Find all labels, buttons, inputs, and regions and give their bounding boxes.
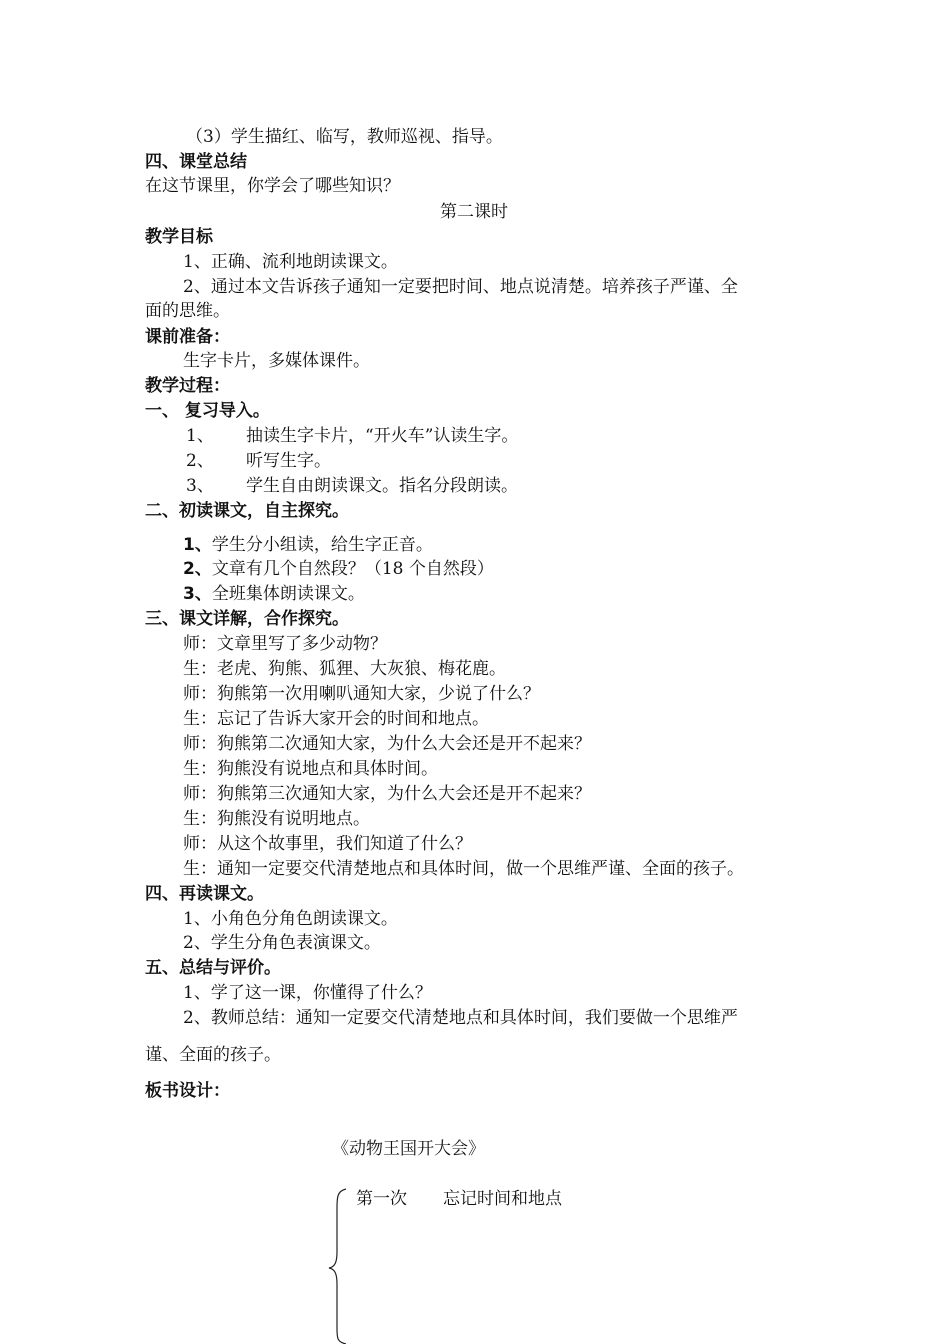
part1-item-3-text: 学生自由朗读课文。指名分段朗读。: [246, 476, 518, 496]
dialog-line-7: 师：狗熊第三次通知大家，为什么大会还是开不起来？: [183, 784, 591, 804]
part5-heading: 五、总结与评价。: [145, 958, 281, 978]
part2-item-1: [183, 534, 433, 556]
part1-item-2: [186, 450, 331, 472]
part5-item-2-line1: 2、教师总结：通知一定要交代清楚地点和具体时间，我们要做一个思维严: [183, 1008, 738, 1028]
section4-question: 在这节课里，你学会了哪些知识？: [145, 176, 400, 196]
part1-item-1-num: 1、: [186, 426, 214, 446]
part2-item-3-text: 全班集体朗读课文。: [211, 584, 365, 604]
part1-item-1-text: 抽读生字卡片，“开火车”认读生字。: [246, 426, 519, 446]
goals-heading: 教学目标: [145, 227, 213, 247]
part2-item-2-num: 2、: [183, 559, 212, 579]
part5-item-2-line2: 谨、全面的孩子。: [145, 1045, 281, 1065]
part4-item-2: 2、学生分角色表演课文。: [183, 933, 381, 953]
part1-item-1: [186, 425, 518, 447]
part2-item-2: [183, 558, 494, 580]
part4-heading: 四、再读课文。: [145, 884, 264, 904]
lesson1-step3: （3）学生描红、临写，教师巡视、指导。: [186, 127, 503, 147]
dialog-line-1: 师：文章里写了多少动物？: [183, 634, 387, 654]
part1-item-3-num: 3、: [186, 476, 214, 496]
part2-item-3: [183, 583, 365, 605]
prep-text: 生字卡片，多媒体课件。: [183, 351, 370, 371]
dialog-line-3: 师：狗熊第一次用喇叭通知大家，少说了什么？: [183, 684, 540, 704]
goal-item-1: 1、正确、流利地朗读课文。: [183, 252, 398, 272]
part2-heading: 二、初读课文，自主探究。: [145, 501, 349, 521]
process-heading: 教学过程：: [145, 376, 230, 396]
part2-item-3-num: 3、: [183, 584, 212, 604]
part2-item-1-text: 学生分小组读，给生字正音。: [211, 535, 433, 555]
board-title: 《动物王国开大会》: [332, 1139, 485, 1159]
goal-item-2-line2: 面的思维。: [145, 301, 230, 321]
dialog-line-5: 师：狗熊第二次通知大家，为什么大会还是开不起来？: [183, 734, 591, 754]
dialog-line-6: 生：狗熊没有说地点和具体时间。: [183, 759, 438, 779]
part5-item-1: 1、学了这一课，你懂得了什么？: [183, 983, 432, 1003]
part4-item-1: 1、小角色分角色朗读课文。: [183, 909, 398, 929]
left-brace-icon: [326, 1188, 350, 1344]
lesson2-title: 第二课时: [440, 202, 508, 222]
board-heading: 板书设计：: [145, 1081, 230, 1101]
part1-item-3: [186, 475, 518, 497]
prep-heading: 课前准备：: [145, 327, 230, 347]
part1-heading: 一、 复习导入。: [145, 401, 270, 421]
part2-item-1-num: 1、: [183, 535, 212, 555]
part3-heading: 三、课文详解，合作探究。: [145, 609, 349, 629]
board-row-1-label: 第一次: [356, 1189, 407, 1209]
dialog-line-9: 师：从这个故事里，我们知道了什么？: [183, 834, 472, 854]
dialog-line-10: 生：通知一定要交代清楚地点和具体时间，做一个思维严谨、全面的孩子。: [183, 859, 744, 879]
part1-item-2-text: 听写生字。: [246, 451, 331, 471]
board-row-1-text: 忘记时间和地点: [443, 1189, 562, 1209]
dialog-line-8: 生：狗熊没有说明地点。: [183, 809, 370, 829]
dialog-line-2: 生：老虎、狗熊、狐狸、大灰狼、梅花鹿。: [183, 659, 506, 679]
part1-item-2-num: 2、: [186, 451, 214, 471]
dialog-line-4: 生：忘记了告诉大家开会的时间和地点。: [183, 709, 489, 729]
section4-heading: 四、课堂总结: [145, 152, 247, 172]
goal-item-2-line1: 2、通过本文告诉孩子通知一定要把时间、地点说清楚。培养孩子严谨、全: [183, 277, 738, 297]
part2-item-2-text: 文章有几个自然段？（18 个自然段）: [211, 559, 494, 579]
